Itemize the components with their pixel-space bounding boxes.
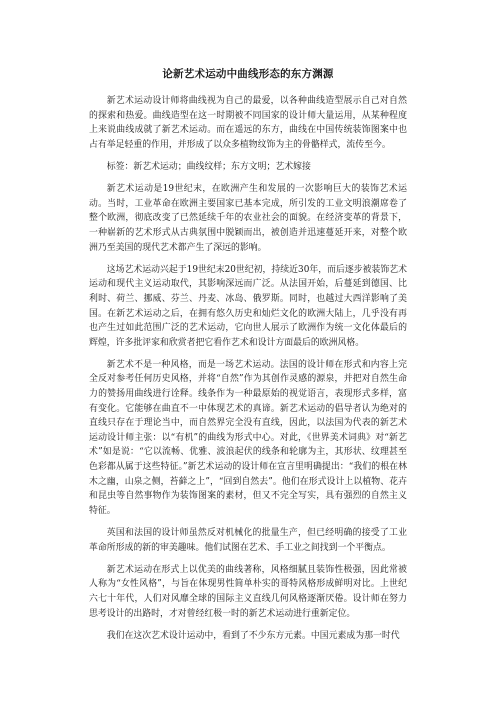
paragraph: 这场艺术运动兴起于19世纪末20世纪初，持续近30年，而后逐步被装饰艺术运动和现代主义运动取代，其影响深远而广泛。从法国开始，后蔓延到德国、比利时、荷兰、挪威、芬兰、丹麦、冰岛、俄罗斯。同时，也越过大西洋影响了美国。在新艺术运动之后，在拥有悠久历史和灿烂文化的欧洲大陆上，几乎没有再也产生过如此范围广泛的艺术运动，它向世人展示了欧洲作为统一文化体最后的辉煌，许多批评家和欣赏者把它看作艺术和设计方面最后的欧洲风格。 [89, 264, 407, 348]
document-body [89, 94, 407, 651]
paragraph: 英国和法国的设计师虽然反对机械化的批量生产，但已经明确的接受了工业革命所形成的新的审美趣味。他们试图在艺术、手工业之间找到一个平衡点。 [89, 528, 407, 553]
paragraph: 新艺术运动是19世纪末，在欧洲产生和发展的一次影响巨大的装饰艺术运动。当时，工业革命在欧洲主要国家已基本完成，所引发的工业文明浪潮席卷了整个欧洲，彻底改变了已然延续千年的农业社会的面貌。在经济变革的背景下，一种崭新的艺术形式从古典氛围中脱颖而出，被创造并迅速蔓延开来，对整个欧洲乃至美国的现代艺术都产生了深远的影响。 [89, 184, 407, 253]
document-title: 论新艺术运动中曲线形态的东方渊源 [162, 68, 334, 80]
paragraph: 新艺术运动在形式上以优美的曲线著称，风格细腻且装饰性极强，因此常被人称为“女性风格”，与旨在体现男性简单朴实的哥特风格形成鲜明对比。上世纪六七十年代，人们对风靡全球的国际主义直线几何风格逐渐厌倦。设计师在努力思考设计的出路时，才对曾经红极一时的新艺术运动进行重新定位。 [89, 564, 407, 619]
paragraph-abstract: 新艺术运动设计师将曲线视为自己的最爱，以各种曲线造型展示自己对自然的探索和热爱。曲线造型在这一时期被不同国家的设计师大量运用，从某种程度上来说曲线成就了新艺术运动。而在遥远的东方，曲线在中国传统装饰图案中也占有举足轻重的作用，并形成了以众多植物纹饰为主的骨骼样式，流传至今。 [89, 96, 407, 150]
paragraph-keywords: 标签：新艺术运动；曲线纹样；东方文明；艺术嫁接 [106, 161, 311, 172]
paragraph-continued: 我们在这次艺术设计运动中，看到了不少东方元素。中国元素成为那一时代 [106, 630, 400, 641]
paragraph: 新艺术不是一种风格，而是一场艺术运动。法国的设计师在形式和内容上完全反对参考任何历史风格，并将“自然”作为其创作灵感的源泉，并把对自然生命力的赞扬用曲线进行诠释。线条作为一种最原始的视觉语言，表现形式多样，富有变化。它能够在曲直不一中体现艺术的真谛。新艺术运动的倡导者认为绝对的直线只存在于理论当中，而自然界完全没有直线，因此，以法国为代表的新艺术运动设计师主张：以“有机”的曲线为形式中心。对此，《世界美术词典》对“新艺术”如是说：“它以流畅、优雅、波浪起伏的线条和轮廓为主，其形状、纹理甚至色彩都从属于这些特征。”新艺术运动的设计师在宣言里明确提出：“我们的根在林木之幽，山泉之侧，苔藓之上”，“回到自然去”。他们在形式设计上以植物、花卉和昆虫等自然事物作为装饰图案的素材，但又不完全写实，具有强烈的自然主义特征。 [89, 359, 407, 516]
